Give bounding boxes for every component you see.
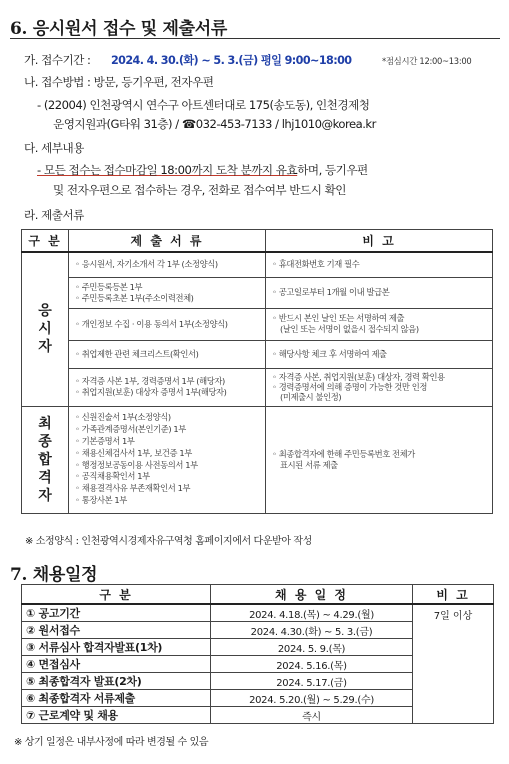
- date-cell: 2024. 4.30.(화) ~ 5. 3.(금): [211, 622, 413, 639]
- date-cell: 2024. 5.16.(목): [211, 656, 413, 673]
- detail-line-2: 및 전자우편으로 접수하는 경우, 전화로 접수여부 반드시 확인: [53, 183, 346, 197]
- doc-cell: ◦ 자격증 사본 1부, 경력증명서 1부 (해당자) ◦ 취업지원(보훈) 대상자 증명서 1부(해당자): [69, 368, 266, 406]
- note-cell: ◦ 해당사항 체크 후 서명하여 제출: [266, 340, 493, 368]
- title-divider: [10, 38, 500, 39]
- step-cell: ④ 면접심사: [22, 656, 211, 673]
- th-step: 구 분: [22, 585, 211, 605]
- date-cell: 2024. 5.17.(금): [211, 673, 413, 690]
- group-applicant: 응 시 자: [22, 252, 69, 406]
- th-date: 채 용 일 정: [211, 585, 413, 605]
- address-line-1: - (22004) 인천광역시 연수구 아트센터대로 175(송도동), 인천경제청: [37, 98, 370, 112]
- note-cell: ◦ 반드시 본인 날인 또는 서명하여 제출 (날인 또는 서명이 없을시 접수되지 않음): [266, 308, 493, 340]
- note-cell: ◦ 공고일로부터 1개월 이내 발급본: [266, 277, 493, 308]
- note-cell: ◦ 자격증 사본, 취업지원(보훈) 대상자, 경력 확인용 ◦ 경력증명서에 의해 증명이 가능한 것만 인정 (미제출시 불인정): [266, 368, 493, 406]
- th-note: 비 고: [413, 585, 494, 605]
- note-cell: ◦ 최종합격자에 한해 주민등록번호 전체가 표시된 서류 제출: [266, 406, 493, 513]
- detail-line-1: - 모든 접수는 접수마감일 18:00까지 도착 분까지 유효하며, 등기우편: [37, 163, 368, 177]
- date-cell: 2024. 5. 9.(목): [211, 639, 413, 656]
- th-remarks: 비 고: [266, 230, 493, 253]
- doc-cell: ◦ 취업제한 관련 체크리스트(확인서): [69, 340, 266, 368]
- note-cell: 7일 이상: [413, 604, 494, 724]
- note-cell: ◦ 휴대전화번호 기재 필수: [266, 252, 493, 277]
- step-cell: ② 원서접수: [22, 622, 211, 639]
- schedule-table: [21, 584, 494, 724]
- reception-period: 2024. 4. 30.(화) ~ 5. 3.(금) 평일 9:00~18:00: [111, 54, 352, 67]
- date-cell: 즉시: [211, 707, 413, 724]
- date-cell: 2024. 5.20.(월) ~ 5.29.(수): [211, 690, 413, 707]
- step-cell: ③ 서류심사 합격자발표(1차): [22, 639, 211, 656]
- doc-cell: ◦ 신원진술서 1부(소정양식) ◦ 가족관계증명서(본인기준) 1부 ◦ 기본증명서 1부 ◦ 채용신체검사서 1부, 보건증 1부 ◦ 행정정보공동이용 사전동의서 1부 ◦ 공직채용확인서 1부 ◦ 채용결격사유 부존재확인서 1부 ◦ 통장사본 1부: [69, 406, 266, 513]
- group-final: 최 종 합 격 자: [22, 406, 69, 513]
- doc-cell: ◦ 주민등록등본 1부 ◦ 주민등록초본 1부(주소이력전체): [69, 277, 266, 308]
- ra-line: 라. 제출서류: [24, 208, 84, 222]
- step-cell: ① 공고기간: [22, 604, 211, 622]
- date-cell: 2024. 4.18.(목) ~ 4.29.(월): [211, 604, 413, 622]
- na-line: 나. 접수방법 : 방문, 등기우편, 전자우편: [24, 75, 214, 89]
- section7-title: 7. 채용일정: [10, 565, 98, 585]
- da-line: 다. 세부내용: [24, 141, 84, 155]
- th-category: 구 분: [22, 230, 69, 253]
- form-footnote: ※ 소정양식 : 인천광역시경제자유구역청 홈페이지에서 다운받아 작성: [25, 536, 312, 547]
- schedule-row: [22, 604, 494, 622]
- doc-cell: ◦ 개인정보 수집 · 이용 동의서 1부(소정양식): [69, 308, 266, 340]
- section6-title: 6. 응시원서 접수 및 제출서류: [10, 19, 227, 39]
- documents-table: [21, 229, 493, 514]
- ga-line: 가. 접수기간 :: [24, 53, 91, 67]
- lunch-note: *점심시간 12:00~13:00: [382, 56, 472, 66]
- step-cell: ⑤ 최종합격자 발표(2차): [22, 673, 211, 690]
- address-line-2: 운영지원과(G타워 31층) / ☎032-453-7133 / lhj1010@korea.kr: [53, 117, 376, 131]
- schedule-footnote: ※ 상기 일정은 내부사정에 따라 변경될 수 있음: [14, 737, 209, 748]
- doc-cell: ◦ 응시원서, 자기소개서 각 1부 (소정양식): [69, 252, 266, 277]
- step-cell: ⑦ 근로계약 및 채용: [22, 707, 211, 724]
- step-cell: ⑥ 최종합격자 서류제출: [22, 690, 211, 707]
- th-documents: 제 출 서 류: [69, 230, 266, 253]
